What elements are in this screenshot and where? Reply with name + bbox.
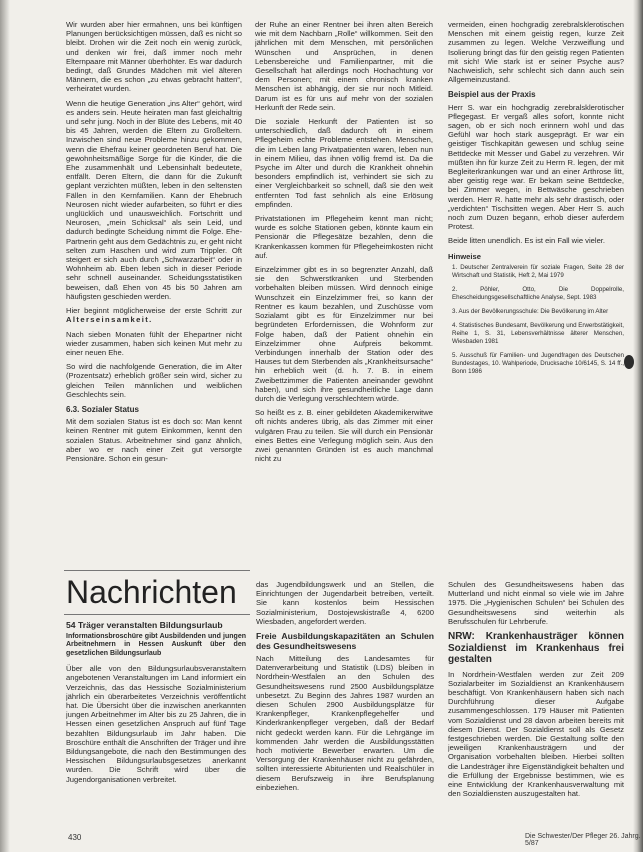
article-column-3 [448,20,624,560]
col1-paragraph: Wenn die heutige Generation „ins Alter“ gehört, wird es anders sein. Heute heiraten man fast gleichaltrig und sehr jung. Noch in der Blüte des Lebens, mit 40 bis 45 Jahren, werden die Eltern zu Großeltern. Inzwischen sind neue Probleme hinzu gekommen, wenn die Ehefrau keiner geordneten Beruf hat. Die gewohnheitsmäßige Sorge für die Kinder, die die Ehe zusammenhält und Lebensinhalt bedeutete, entfällt. Deren Eltern, die dann für die Zukunft geplant verzichten müßten, leben in den seltensten Fällen in den Kernfamilien. Kann der Ehebruch Neurosen nicht wieder aufarbeiten, so führt er dies unglücklich und unausweichlich. Fortschritt und Neurosen, „mein Schicksal“ als sein Leid, und dadurch bedingte Scheidung nimmt die Folge. Ehe-Partnerin geht aus dem Gedächtnis zu, er geht nicht selten zum Haschen und wird zum Trippler. Oft steigert er sich auch durch „Schwarzarbeit“ oder in Wohnheim ab. Eben leben sich in dieser Periode sehr schnell auseinander. Scheidungsstatistiken beweisen, daß Ehen von 45 bis 50 Jahren am häufigsten geschieden werden. [66,98,242,301]
journal-footer: Die Schwester/Der Pfleger 26. Jahrg. 5/87 [525,833,641,847]
col1-paragraph: So wird die nachfolgende Generation, die im Alter (Prozentsatz) erheblich größer sein wird, sicher zu gleichen Teilen männlichen und weiblichen Geschlechts sein. [66,362,242,399]
page-number: 430 [68,833,82,842]
col2-paragraph: Die soziale Herkunft der Patienten ist so unterschiedlich, daß dadurch oft in einem Pflegeheim echte Probleme entstehen. Menschen, die im Leben lang Privatpatienten waren, leben nun in einem Milieu, das ihnen völlig fremd ist. Da die Psyche im Alter und durch die Krankheit ohnehin besonders empfindlich ist, verhindert sie sich zu einer Vergleichbarkeit so schnell, daß sie den weit entfernten Tod fast sehnlich als eine Erlösung empfinden. [255,117,433,209]
news-headline: Freie Ausbildungskapazitäten an Schulen des Gesundheitswesens [256,631,434,652]
page-left-shadow [0,0,10,852]
news-body: Über alle von den Bildungsurlaubsveranstaltern angebotenen Veranstaltungen im Land informiert ein Verzeichnis, das das Hessische Sozialministerium jährlich ein überarbeitetes Verzeichnis veröffentlicht hat. Die Übersicht über die inzwischen anerkannten jungen Arbeitnehmer im Alter bis zu 25 Jahren, die in Hessen einen gesetzlichen Anspruch auf fünf Tage bezahlten Bildungsurlaub im Jahr haben. Die Broschüre enthält die Anschriften der Träger und ihre Bildungsangebote, die nach den Bestimmungen des Hessischen Bildungsurlaubsgesetzes anerkannt wurden. Die Schrift wird über die Jugendorganisationen verbreitet. [66,664,246,784]
notes-heading: Hinweise [448,251,481,261]
news-top-rule [64,570,250,571]
col2-paragraph: Einzelzimmer gibt es in so begrenzter Anzahl, daß sie den Schwerstkranken und Sterbenden vorbehalten bleiben müssen. Wird dennoch einige Wunschzeit ein Einzelzimmer frei, so kann der Rentner es kaum bezahlen, und Zuschüsse vom Sozialamt gibt es für Einzelzimmer nur bei begründeten Erfordernissen, die Wohnform zur Folge haben, daß der Patient ohnehin ein Einzelzimmer ohne Aufpreis bekommt. Verbindungen innerhalb der Station oder des Hauses tut dem Sterbenden als „Krankheitsursache“ hin erheblich weit (d. h. 7. B. in einem Zweibettzimmer die Patienten aneinander gewöhnt haben), und sich ihre gesundheitliche Lage dann durch die Verlegung verschlechtern würde. [255,265,433,403]
col2-paragraph: Privatstationen im Pflegeheim kennt man nicht; wurde es solche Stationen geben, könnte kaum ein Pensionär die Pflegesätze bezahlen, denn die Krankenkassen kommen für Pflegeheimkosten nicht auf. [255,214,433,260]
section-heading: Beispiel aus der Praxis [448,90,536,100]
note-item: 1. Deutscher Zentralverein für soziale Fragen, Seite 28 der Wirtschaft und Statistik, Heft 2, Mai 1979 [452,263,624,279]
notes-list [448,264,624,376]
col1-emphasis: Alterseinsamkeit. [66,315,153,325]
news-body: Nach Mitteilung des Landesamtes für Datenverarbeitung und Statistik (LDS) bleiben in Nordrhein-Westfalen an den Schulen des Gesundheitswesens rund 2500 Ausbildungsplätze unbesetzt. Zu Beginn des Jahres 1987 wurden an diesen Schulen 2900 Ausbildungsplätze für Krankenpfleger, Krankenpflegehelfer und Kinderkrankenpfleger vergeben, daß der Bedarf nicht gedeckt werden kann. Für die Lehrgänge im kommenden Jahr werden die Ausbildungsstätten hoch motivierte Bewerber erwarten. Um die Versorgung der Krankenhäuser nicht zu gefährden, sollten interessierte Abiturienten und Realschüler in diesem Berufszweig in ihre Berufsplanung einbeziehen. [256,654,434,792]
col1-text: Hier beginnt möglicherweise der erste Schritt zur [66,306,242,316]
news-body: In Nordrhein-Westfalen werden zur Zeit 209 Sozialarbeiter im Sozialdienst an Krankenhäusern beschäftigt. Von Krankenhäusern haben sich nach Durchführung dieser Aufgabe zusammengeschlossen. 179 Häuser mit Patienten vom Sozialdienst und 28 davon arbeiten bereits mit diesem Dienst. Der Sozialdienst soll als Gesetz festgeschrieben werden. Die Gestaltung sollte den jeweiligen Krankenhausträgern und der Organisation vorbehalten bleiben. Hierbei sollten die Landesträger ihre Eigenständigkeit behalten und die Erfüllung der Ergebnisse bestimmen, wie es eine Entwicklung der Krankenhausverwaltung mit den Sozialdiensten auszugestalten hat. [448,669,624,799]
news-column-2 [256,580,434,828]
col3-paragraph: Herr S. war ein hochgradig zerebralsklerotischer Pflegegast. Er vergaß alles sofort, konnte nicht sagen, ob er sich noch erinnern wohl und das Gefühl war hoch stark ausgeprägt. Er war ein geistiger Tischkapitän gewesen und schlug seine Bettdecke mit Messer und Gabel zu verzehren. Wir müßten ihn für kurze Zeit zu Herrn R. legen, der mit Begleiterkrankungen war und an einer Arthrose litt, aber geistig rege war. Er bekam seine Bettdecke, bei Zimmer wegen, in Bettwäsche geschrieben werden. Herr R. hatte mehr als sehr drastisch, oder „verdichten“ Tischsitten wegen. Aber Herr S. auch noch zum Duzen begann, erhob dieser auferdem Protest. [448,102,624,232]
article-column-2 [255,20,433,560]
col1-paragraph: Mit dem sozialen Status ist es doch so: Man kennt keinen Rentner mit gutem Einkommen, kennt den sozialen Status. Arbeitnehmer sind ganz ähnlich, aber wo er nach einer Zeit gut versorgte Pensionäre. Schon ein gesun- [66,417,242,463]
news-subheadline: Informationsbroschüre gibt Ausbildenden und jungen Arbeitnehmern in Hessen Auskunft über den gesetzlichen Bildungsurlaub [66,633,246,657]
note-item: 5. Ausschuß für Familien- und Jugendfragen des Deutschen Bundestages, 10. Wahlperiode, Drucksache 10/6145, S. 14 ff., Bonn 1986 [452,351,624,375]
news-body: das Jugendbildungswerk und an Stellen, die Einrichtungen der Jugendarbeit betreiben, verteilt. Sie kann kostenlos beim Hessischen Sozialministerium, Dostojewskistraße 4, 6200 Wiesbaden, angefordert werden. [256,580,434,626]
page-edge-mark [624,355,634,369]
news-column-1 [66,620,246,828]
page-right-shadow [633,0,643,852]
col1-paragraph: Wir wurden aber hier ermahnen, uns bei künftigen Planungen berücksichtigen müssen, daß es nicht so bleibt. Drohen wir die Zeit noch ein wenig zurück, und denken wir frei, daß immer noch mehr Elternpaare mit Männer überhöhter. Es war dadurch bedingt, daß Grundes Mädchen mit viel älteren Männern, die es schon „zu etwas gebracht hatten“, verheiratet wurden. [66,20,242,94]
col3-paragraph: vermeiden, einen hochgradig zerebralsklerotischen Menschen mit einem geistig regen, kurze Zeit zusammen zu legen. Welche Verzweiflung und Isolierung bringt das für den geistig regen Patienten mit sich! Wie stark ist er seiner Psyche aus? Nachweislich, sehr schlecht sich dann auch sein Allgemeinzustand. [448,20,624,85]
note-item: 4. Statistisches Bundesamt, Bevölkerung und Erwerbstätigkeit, Reihe 1, S. 31, Lebensverhältnisse älterer Menschen, Wiesbaden 1981 [452,321,624,345]
news-column-3 [448,580,624,828]
news-headline: 54 Träger veranstalten Bildungsurlaub [66,620,223,630]
col2-paragraph: der Ruhe an einer Rentner bei ihren alten Bereich wie mit dem Nachbarn „Rolle“ willkommen. Seit den jährlichen mit dem Menschen, mit persönlichen Wünschen und Ansprüchen, in denen Lebensbereiche und Familienpartner, mit die Gesellschaft hat allerdings noch Hochachtung vor dem Personen; mit einem chronisch kranken Menschen ist abhängig, der sie nur noch Mitleid. Darum ist es für uns auf mehr von der sozialen Herkunft der Rede sein. [255,20,433,112]
news-body: Schulen des Gesundheitswesens haben das Mutterland und nicht einmal so viele wie im Jahre 1975. Die „Hygienischen Schulen“ bei Schulen des Gesundheitswesens sind weiterhin als Berufsschulen für Lehrberufe. [448,580,624,626]
col1-paragraph: Nach sieben Monaten fühlt der Ehepartner nicht wieder zusammen, haben sich keinen Mut mehr zu einer neuen Ehe. [66,329,242,357]
news-bottom-rule [64,614,250,615]
col2-paragraph: So heißt es z. B. einer gebildeten Akademikerwitwe oft nichts anderes übrig, als das Zimmer mit einer vulgären Frau zu teilen. Sie will durch ein Pensionär eines Bettes eine Verlegung möglich sein. Aus den zwei genannten Gründen ist es auch manchmal nicht zu [255,408,433,464]
article-column-1 [66,20,242,560]
news-headline: NRW: Krankenhausträger können Sozialdienst im Krankenhaus frei gestalten [448,631,624,666]
note-item: 3. Aus der Bevölkerungsschule: Die Bevölkerung im Alter [452,307,609,315]
news-section-title: Nachrichten [66,574,237,610]
col3-paragraph: Beide litten unendlich. Es ist ein Fall wie vieler. [448,236,606,246]
col1-paragraph [66,306,242,324]
note-item: 2. Pöhler, Otto, Die Doppelrolle, Ehescheidungsgesellschaftliche Analyse, Sept. 1983 [452,285,624,301]
section-heading: 6.3. Sozialer Status [66,404,139,414]
